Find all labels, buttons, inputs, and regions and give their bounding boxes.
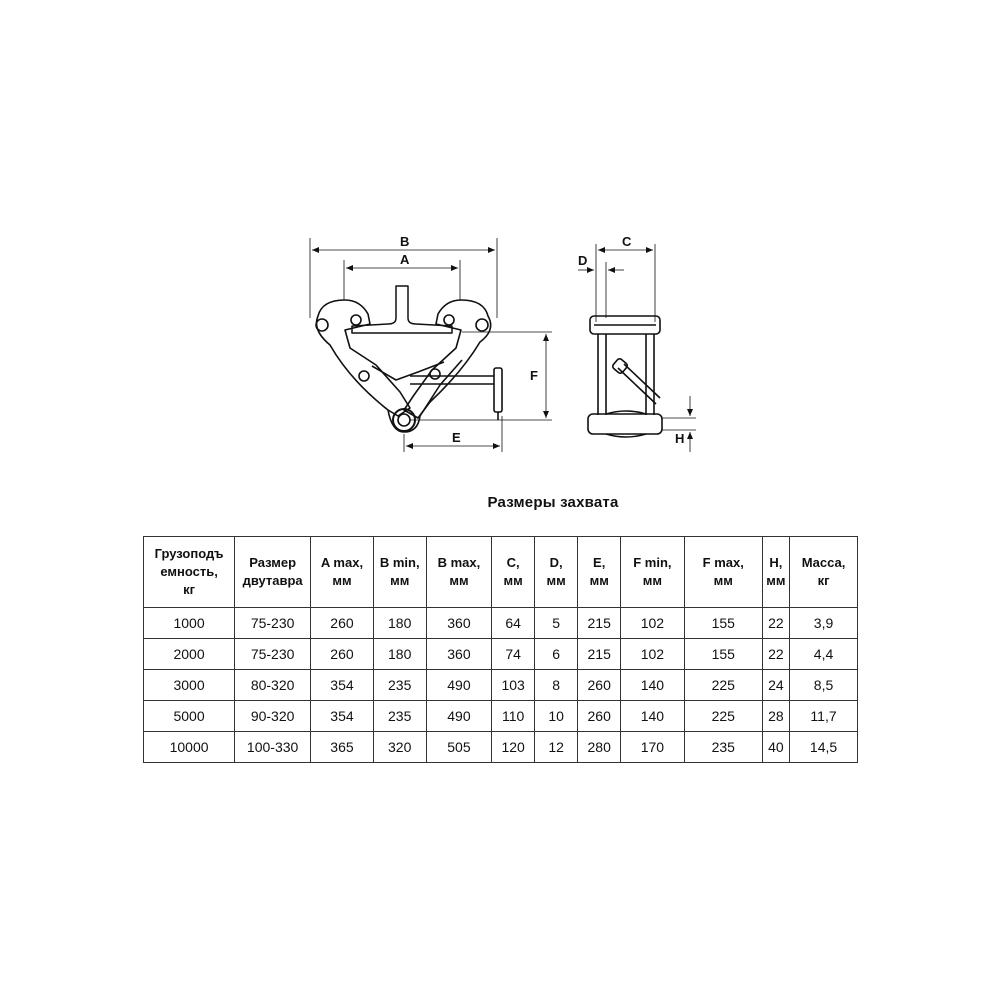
table-cell: 280 xyxy=(578,732,621,763)
dimension-b-label: B xyxy=(400,234,410,249)
table-cell: 215 xyxy=(578,639,621,670)
table-row xyxy=(144,701,858,732)
table-cell: 1000 xyxy=(144,608,235,639)
table-cell: 22 xyxy=(762,639,789,670)
table-cell: 505 xyxy=(426,732,492,763)
table-cell: 155 xyxy=(684,608,762,639)
table-cell: 260 xyxy=(311,608,374,639)
header-f-min: F min, мм xyxy=(620,537,684,608)
table-cell: 100-330 xyxy=(235,732,311,763)
table-cell: 360 xyxy=(426,608,492,639)
header-e: E, мм xyxy=(578,537,621,608)
table-cell: 14,5 xyxy=(790,732,858,763)
header-mass: Масса, кг xyxy=(790,537,858,608)
table-cell: 365 xyxy=(311,732,374,763)
table-cell: 260 xyxy=(578,670,621,701)
table-cell: 11,7 xyxy=(790,701,858,732)
table-cell: 225 xyxy=(684,701,762,732)
table-cell: 28 xyxy=(762,701,789,732)
table-cell: 354 xyxy=(311,670,374,701)
table-row xyxy=(144,670,858,701)
table-cell: 320 xyxy=(373,732,426,763)
table-cell: 80-320 xyxy=(235,670,311,701)
side-view xyxy=(578,244,696,452)
table-cell: 235 xyxy=(684,732,762,763)
table-cell: 3,9 xyxy=(790,608,858,639)
header-f-max: F max, мм xyxy=(684,537,762,608)
table-cell: 490 xyxy=(426,701,492,732)
table-cell: 102 xyxy=(620,639,684,670)
table-cell: 140 xyxy=(620,701,684,732)
table-cell: 225 xyxy=(684,670,762,701)
table-cell: 260 xyxy=(311,639,374,670)
header-b-max: B max, мм xyxy=(426,537,492,608)
table-cell: 5 xyxy=(534,608,578,639)
table-cell: 180 xyxy=(373,608,426,639)
dimensions-table xyxy=(143,536,858,763)
dimension-f-label: F xyxy=(530,368,538,383)
front-view xyxy=(310,238,552,452)
table-row xyxy=(144,608,858,639)
page-title: Размеры захвата xyxy=(487,494,619,511)
table-cell: 235 xyxy=(373,701,426,732)
table-header-row xyxy=(144,537,858,608)
table-cell: 40 xyxy=(762,732,789,763)
table-cell: 4,4 xyxy=(790,639,858,670)
table-cell: 110 xyxy=(492,701,535,732)
table-cell: 155 xyxy=(684,639,762,670)
dimension-c-label: C xyxy=(622,234,632,249)
table-cell: 64 xyxy=(492,608,535,639)
header-a-max: A max, мм xyxy=(311,537,374,608)
table-cell: 10 xyxy=(534,701,578,732)
table-cell: 360 xyxy=(426,639,492,670)
table-cell: 90-320 xyxy=(235,701,311,732)
table-cell: 8,5 xyxy=(790,670,858,701)
header-h: H, мм xyxy=(762,537,789,608)
beam-clamp-drawing xyxy=(0,0,1000,480)
header-c: C, мм xyxy=(492,537,535,608)
table-cell: 235 xyxy=(373,670,426,701)
header-capacity: Грузоподъ емность, кг xyxy=(144,537,235,608)
header-b-min: B min, мм xyxy=(373,537,426,608)
table-row xyxy=(144,732,858,763)
dimension-e-label: E xyxy=(452,430,461,445)
table-row xyxy=(144,639,858,670)
table-cell: 102 xyxy=(620,608,684,639)
table-cell: 74 xyxy=(492,639,535,670)
dimension-a-label: A xyxy=(400,252,410,267)
table-cell: 260 xyxy=(578,701,621,732)
table-cell: 6 xyxy=(534,639,578,670)
table-cell: 354 xyxy=(311,701,374,732)
table-cell: 490 xyxy=(426,670,492,701)
table-cell: 10000 xyxy=(144,732,235,763)
header-beam-size: Размер двутавра xyxy=(235,537,311,608)
table-cell: 103 xyxy=(492,670,535,701)
table-cell: 24 xyxy=(762,670,789,701)
table-cell: 75-230 xyxy=(235,639,311,670)
table-cell: 22 xyxy=(762,608,789,639)
table-cell: 140 xyxy=(620,670,684,701)
header-d: D, мм xyxy=(534,537,578,608)
table-cell: 3000 xyxy=(144,670,235,701)
table-cell: 180 xyxy=(373,639,426,670)
table-cell: 215 xyxy=(578,608,621,639)
table-cell: 2000 xyxy=(144,639,235,670)
table-cell: 75-230 xyxy=(235,608,311,639)
table-cell: 8 xyxy=(534,670,578,701)
table-cell: 12 xyxy=(534,732,578,763)
dimension-d-label: D xyxy=(578,253,588,268)
table-cell: 120 xyxy=(492,732,535,763)
table-cell: 5000 xyxy=(144,701,235,732)
dimension-h-label: H xyxy=(675,431,685,446)
table-cell: 170 xyxy=(620,732,684,763)
